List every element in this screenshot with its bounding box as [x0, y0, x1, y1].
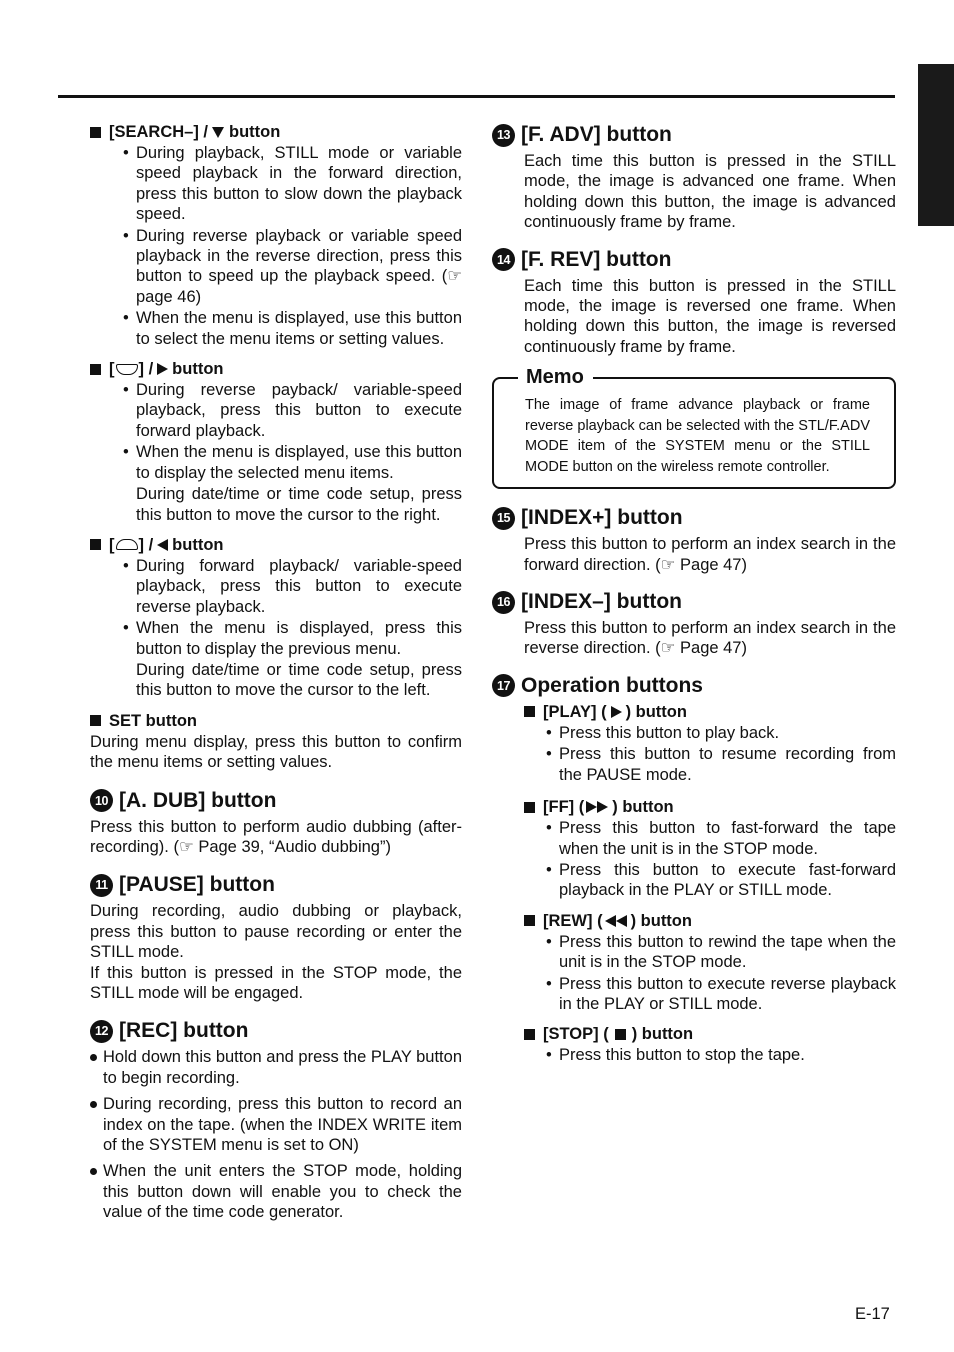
square-bullet-icon — [524, 802, 535, 813]
search-minus-block — [90, 122, 462, 349]
memo-box — [492, 366, 896, 489]
list-item: • During reverse playback or variable speed playback in the reverse direction, press this button to speed up the playback speed. (☞ page 46) — [123, 226, 462, 308]
list-item-continuation: During date/time or time code setup, press this button to move the cursor to the left. — [136, 660, 462, 700]
left-column — [90, 122, 462, 1229]
section-text: Press this button to perform an index search in the reverse direction. (☞ Page 47) — [524, 619, 896, 658]
list-item: • When the menu is displayed, use this button to select the menu items or setting values. — [123, 308, 462, 349]
section-title: 10 [A. DUB] button — [90, 788, 462, 814]
section-10 — [90, 788, 462, 858]
section-text: Each time this button is pressed in the STILL mode, the image is reversed one frame. When holding down this button, the image is reversed continuously frame by frame. — [524, 276, 896, 356]
menu-key-icon — [116, 364, 138, 375]
search-minus-heading: [SEARCH–] / button — [90, 122, 462, 142]
section-number-icon: 10 — [90, 789, 113, 812]
section-tab — [918, 64, 954, 226]
section-number-icon: 11 — [90, 874, 113, 897]
set-heading: SET button — [90, 711, 462, 731]
section-15 — [492, 505, 896, 575]
menu-key-icon — [116, 539, 138, 550]
section-number-icon: 15 — [492, 507, 515, 530]
list-item: • During playback, STILL mode or variable speed playback in the forward direction, press this button to slow down the playback speed. — [123, 143, 462, 225]
section-text: Each time this button is pressed in the STILL mode, the image is advanced one frame. When holding down this button, the image is advanced continuously frame by frame. — [524, 152, 896, 232]
list-item: • During forward playback/ variable-speed playback, press this button to execute reverse playback. — [123, 556, 462, 617]
rew-block — [524, 911, 896, 1015]
set-block — [90, 711, 462, 773]
section-13 — [492, 122, 896, 233]
section-title: 17 Operation buttons — [492, 673, 896, 699]
section-14 — [492, 247, 896, 358]
section-11 — [90, 872, 462, 1003]
list-item: • Press this button to rewind the tape when the unit is in the STOP mode. — [546, 932, 896, 973]
section-title: 14 [F. REV] button — [492, 247, 896, 273]
list-item: • When the menu is displayed, press this button to display the previous menu. — [123, 618, 462, 659]
section-number-icon: 12 — [90, 1020, 113, 1043]
list-item: • Press this button to stop the tape. — [546, 1045, 896, 1065]
section-number-icon: 14 — [492, 248, 515, 271]
rewind-icon — [605, 915, 629, 927]
section-17 — [492, 673, 896, 1066]
square-bullet-icon — [524, 915, 535, 926]
dot-bullet-icon — [90, 1101, 97, 1108]
list-item: • When the menu is displayed, use this button to display the selected menu items. — [123, 442, 462, 483]
square-bullet-icon — [524, 706, 535, 717]
list-item-continuation: During date/time or time code setup, press this button to move the cursor to the right. — [136, 485, 462, 524]
stop-heading: [STOP] ( ) button — [524, 1024, 896, 1044]
square-bullet-icon — [524, 1029, 535, 1040]
ff-heading: [FF] ( ) button — [524, 797, 896, 817]
square-bullet-icon — [90, 539, 101, 550]
list-item: During recording, press this button to record an index on the tape. (when the INDEX WRITE item of the SYSTEM menu is set to ON) — [90, 1094, 462, 1155]
right-key-heading: [ ] / button — [90, 359, 462, 379]
triangle-left-icon — [157, 539, 168, 551]
list-item: • During reverse payback/ variable-speed playback, press this button to execute forward playback. — [123, 380, 462, 441]
memo-title: Memo — [518, 365, 593, 389]
top-rule — [58, 95, 895, 98]
list-item: • Press this button to execute reverse playback in the PLAY or STILL mode. — [546, 974, 896, 1015]
section-text: Press this button to perform audio dubbing (after-recording). (☞ Page 39, “Audio dubbing”) — [90, 817, 462, 856]
fast-forward-icon — [586, 801, 610, 813]
triangle-right-icon — [157, 363, 168, 375]
rew-heading: [REW] ( ) button — [524, 911, 896, 931]
play-icon — [611, 706, 622, 718]
left-key-block — [90, 535, 462, 701]
section-16 — [492, 589, 896, 659]
section-title: 13 [F. ADV] button — [492, 122, 896, 148]
right-column — [492, 122, 896, 1067]
section-title: 16 [INDEX–] button — [492, 589, 896, 615]
list-item: • Press this button to execute fast-forward playback in the PLAY or STILL mode. — [546, 860, 896, 901]
page-number: E-17 — [855, 1305, 890, 1323]
list-item: • Press this button to resume recording from the PAUSE mode. — [546, 744, 896, 785]
section-number-icon: 13 — [492, 124, 515, 147]
list-item: • Press this button to fast-forward the tape when the unit is in the STOP mode. — [546, 818, 896, 859]
square-bullet-icon — [90, 715, 101, 726]
dot-bullet-icon — [90, 1054, 97, 1061]
ff-block — [524, 797, 896, 901]
square-bullet-icon — [90, 364, 101, 375]
set-text: During menu display, press this button to confirm the menu items or setting values. — [90, 732, 462, 772]
list-item: When the unit enters the STOP mode, holding this button down will enable you to check the value of the time code generator. — [90, 1161, 462, 1222]
section-number-icon: 17 — [492, 674, 515, 697]
stop-icon — [615, 1029, 626, 1040]
play-block — [524, 702, 896, 785]
stop-block — [524, 1024, 896, 1065]
list-item: Hold down this button and press the PLAY button to begin recording. — [90, 1047, 462, 1088]
list-item: • Press this button to play back. — [546, 723, 896, 743]
left-key-heading: [ ] / button — [90, 535, 462, 555]
section-text: If this button is pressed in the STOP mode, the STILL mode will be engaged. — [90, 963, 462, 1002]
section-12 — [90, 1018, 462, 1222]
dot-bullet-icon — [90, 1168, 97, 1175]
section-title: 15 [INDEX+] button — [492, 505, 896, 531]
section-title: 11 [PAUSE] button — [90, 872, 462, 898]
right-key-block — [90, 359, 462, 525]
square-bullet-icon — [90, 127, 101, 138]
play-heading: [PLAY] ( ) button — [524, 702, 896, 722]
section-title: 12 [REC] button — [90, 1018, 462, 1044]
memo-text: The image of frame advance playback or frame reverse playback can be selected with the STL/F.ADV MODE item of the SYSTEM menu or the STILL MODE button on the wireless remote controller. — [525, 397, 870, 475]
section-text: During recording, audio dubbing or playback, press this button to pause recording or enter the STILL mode. — [90, 902, 462, 962]
section-text: Press this button to perform an index search in the forward direction. (☞ Page 47) — [524, 535, 896, 574]
triangle-down-icon — [212, 127, 224, 138]
section-number-icon: 16 — [492, 591, 515, 614]
